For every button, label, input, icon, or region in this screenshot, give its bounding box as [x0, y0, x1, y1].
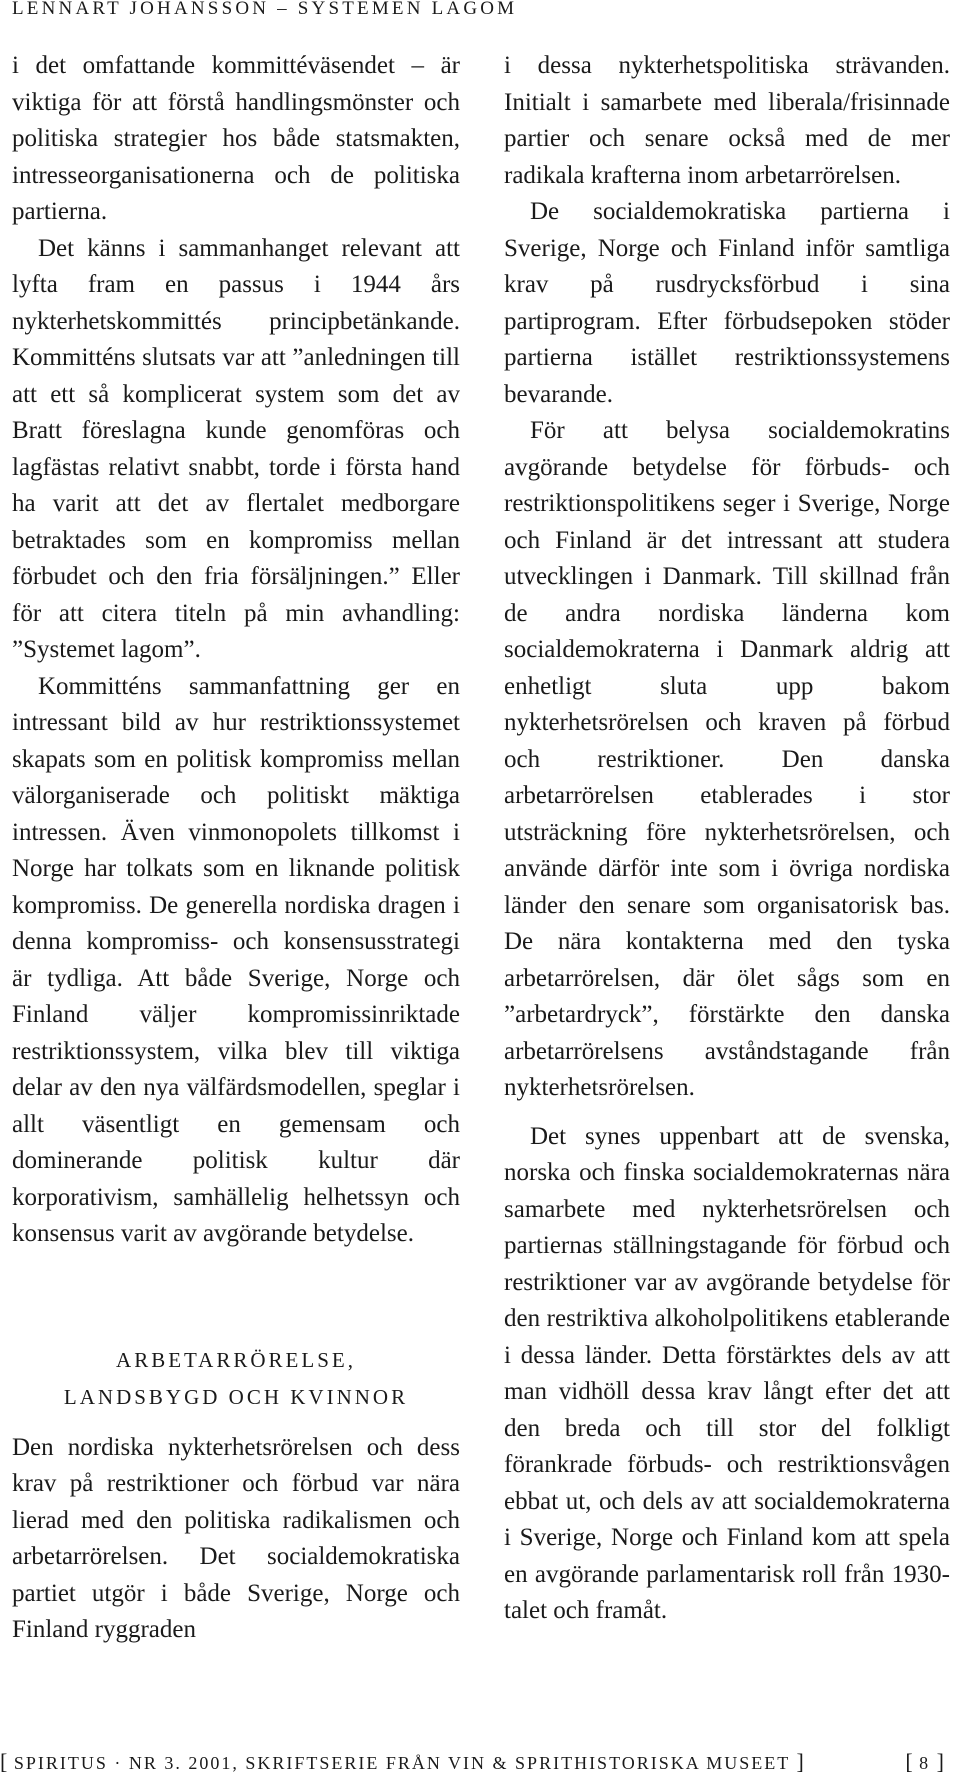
footer-series — [0, 1751, 804, 1774]
running-header: LENNART JOHANSSON – SYSTEMEN LAGOM — [12, 0, 518, 19]
bracket-close: ] — [936, 1749, 944, 1774]
body-paragraph: i dessa nykterhetspolitiska strävanden. Initialt i samarbete med liberala/frisinnade partier och senare också med de mer radikala krafterna inom arbetarrörelsen. — [504, 52, 950, 189]
right-column — [504, 48, 950, 1630]
section-heading — [12, 1342, 460, 1416]
body-paragraph: Kommitténs sammanfattning ger en intressant bild av hur restriktionssystemet skapats som en politisk kompromiss mellan välorganiserade och politiskt mäktiga intressen. Även vinmonopolets tillkomst i Norge har tolkats som en liknande politisk kompromiss. De generella nordiska dragen i denna kompromiss- och konsensusstrategi är tydliga. Att både Sverige, Norge och Finland väljer kompromissinriktade restriktionssystem, vilka blev till viktiga delar av den nya välfärdsmodellen, speglar i allt väsentligt en gemensam och dominerande politisk kultur där korporativism, samhällelig helhetssyn och konsensus varit av avgörande betydelse. — [12, 672, 460, 1247]
body-paragraph: De socialdemokratiska partierna i Sverige, Norge och Finland inför samtliga krav på rusdrycksförbud i sina partiprogram. Efter förbudsepoken stöder partierna istället restriktionssystemens bevarande. — [504, 198, 950, 408]
section-heading-line: ARBETARRÖRELSE, — [116, 1347, 356, 1372]
page-number-text: 8 — [919, 1753, 931, 1773]
body-paragraph: För att belysa socialdemokratins avgörande betydelse för förbuds- och restriktionspolitikens seger i Sverige, Norge och Finland är det intressant att studera utvecklingen i Danmark. Till skillnad från de andra nordiska länderna kom socialdemokraterna i Danmark aldrig att enhetligt sluta upp bakom nykterhetsrörelsen och kraven på förbud och restriktioner. Den danska arbetarrörelsen etablerades i stor utsträckning före nykterhetsrörelsen, och använde därför inte som i övriga nordiska länder den senare som organisatorisk bas. De nära kontakterna med den tyska arbetarrörelsen, där ölet sågs som en ”arbetardryck”, förstärkte den danska arbetarrörelsens avståndstagande från nykterhetsrörelsen. — [504, 417, 950, 1101]
body-paragraph: Den nordiska nykterhetsrörelsen och dess krav på restriktioner och förbud var nära lierad med den politiska radikalismen och arbetarrörelsen. Det socialdemokratiska partiet utgör i både Sverige, Norge och Finland ryggraden — [12, 1433, 460, 1643]
footer-series-text: SPIRITUS · NR 3. 2001, SKRIFTSERIE FRÅN VIN & SPRITHISTORISKA MUSEET — [13, 1753, 790, 1773]
bracket-open: [ — [0, 1749, 8, 1774]
section-heading-line: LANDSBYGD OCH KVINNOR — [63, 1384, 409, 1409]
left-column — [12, 48, 460, 1649]
body-paragraph: Det synes uppenbart att de svenska, norska och finska socialdemokraternas nära samarbete med nykterhetsrörelsen och partiernas ställningstagande för förbud och restriktioner var av avgörande betydelse för den restriktiva alkoholpolitikens etablerande i dessa länder. Detta förstärktes dels av att man vidhöll dessa krav långt efter det att den breda och till stor del folkligt förankrade förbuds- och restriktionsvågen ebbat ut, och dels av att socialdemokraterna i Sverige, Norge och Finland kom att spela en avgörande parlamentarisk roll från 1930-talet och framåt. — [504, 1122, 950, 1624]
page-number — [905, 1751, 944, 1774]
bracket-open: [ — [905, 1749, 913, 1774]
body-paragraph: i det omfattande kommittéväsendet – är viktiga för att förstå handlingsmönster och politiska strategier hos både statsmakten, intresseorganisationerna och de politiska partierna. — [12, 52, 460, 225]
page-footer — [0, 1751, 960, 1773]
body-paragraph: Det känns i sammanhanget relevant att lyfta fram en passus i 1944 års nykterhetskommittés principbetänkande. Kommitténs slutsats var att ”anledningen till att ett så komplicerat system som det av Bratt föreslagna kunde genomföras och lagfästas relativt snabbt, torde i första hand ha varit att det av flertalet medborgare betraktades som en kompromiss mellan förbudet och den fria försäljningen.” Eller för att citera titeln på min avhandling: ”Systemet lagom”. — [12, 234, 460, 663]
bracket-close: ] — [796, 1749, 804, 1774]
